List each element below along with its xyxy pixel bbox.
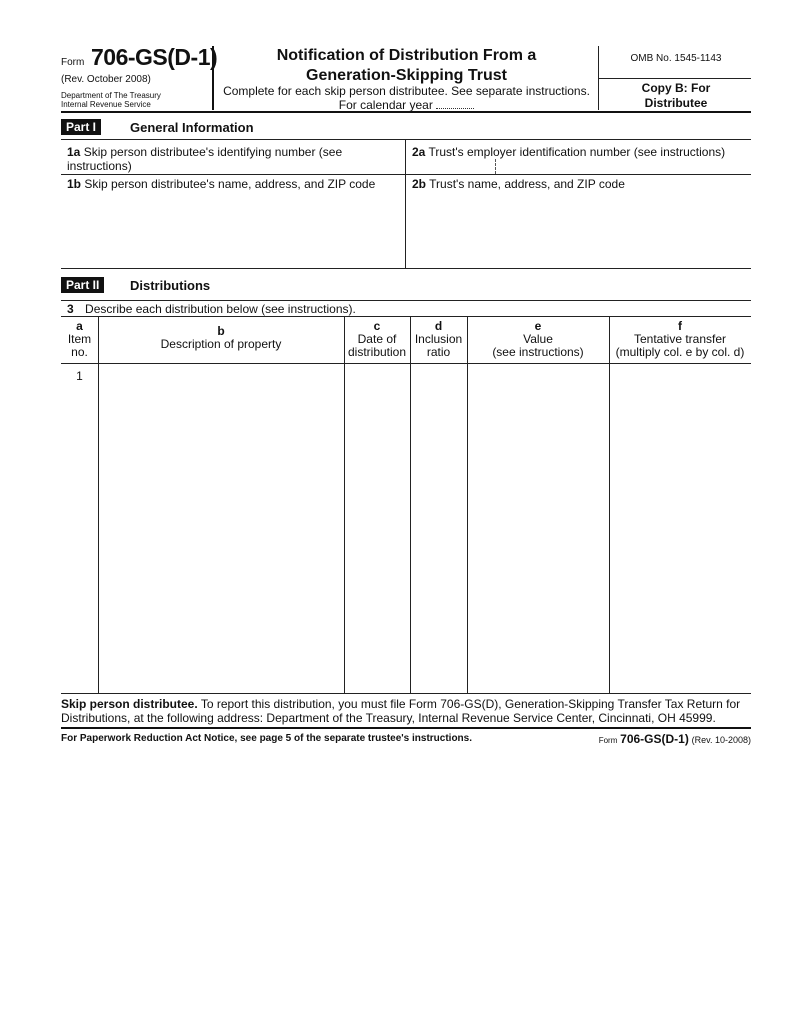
- column-f-letter: f: [678, 319, 682, 333]
- part2-title: Distributions: [130, 278, 211, 293]
- column-f-header: [609, 320, 751, 359]
- paperwork-notice: For Paperwork Reduction Act Notice, see page 5 of the separate trustee's instructions.: [61, 733, 473, 744]
- department-line1: Department of The Treasury: [61, 91, 161, 100]
- title-line1: Notification of Distribution From a: [276, 47, 537, 64]
- part1-label: Part I: [61, 119, 101, 135]
- column-d-letter: d: [434, 319, 443, 333]
- column-d-header: [410, 320, 467, 359]
- column-e-letter: e: [534, 319, 542, 333]
- field-1b[interactable]: [67, 177, 403, 191]
- ein-separator: [495, 159, 496, 174]
- column-c-header: [344, 320, 410, 359]
- omb-number: OMB No. 1545-1143: [630, 53, 722, 64]
- column-b-label1: Description of property: [160, 337, 282, 351]
- footer-form-id: [599, 732, 751, 746]
- part2-label: Part II: [61, 277, 104, 293]
- form-title: [215, 46, 598, 86]
- calendar-year-field[interactable]: [436, 100, 474, 109]
- column-c-letter: c: [373, 319, 381, 333]
- column-a-header: [61, 320, 98, 359]
- column-e-header: [467, 320, 609, 359]
- calendar-year-line: [215, 98, 598, 112]
- column-e-label2: (see instructions): [492, 345, 584, 359]
- copy-line2: Distributee: [644, 96, 708, 110]
- footer-form-number: 706-GS(D-1): [620, 732, 689, 746]
- description-cell[interactable]: [99, 364, 344, 693]
- notice-line2: Distributions, at the following address: Department of the Treasury, Internal Revenue Service Center, Cincinnati, OH 45999.: [61, 711, 716, 725]
- column-d-label2: ratio: [426, 345, 451, 359]
- field-1b-number: 1b: [67, 177, 82, 191]
- column-a-letter: a: [76, 319, 83, 333]
- item-number-1: 1: [76, 369, 83, 383]
- line-3-number: 3: [67, 302, 74, 316]
- field-2b-number: 2b: [412, 177, 427, 191]
- date-cell[interactable]: [345, 364, 410, 693]
- tentative-transfer-cell[interactable]: [610, 364, 751, 693]
- line-3: [67, 302, 356, 316]
- copy-line1: Copy B: For: [641, 81, 711, 95]
- column-c-label2: distribution: [347, 345, 407, 359]
- instruction-text: Complete for each skip person distributee. See separate instructions.: [223, 84, 590, 98]
- field-1a-label: Skip person distributee's identifying number (see instructions): [67, 145, 343, 173]
- column-b-letter: b: [217, 324, 225, 338]
- department-line2: Internal Revenue Service: [61, 100, 151, 109]
- field-2b[interactable]: [412, 177, 750, 191]
- value-cell[interactable]: [468, 364, 609, 693]
- form-number: 706-GS(D-1): [91, 44, 218, 70]
- column-f-label1: Tentative transfer: [633, 332, 727, 346]
- field-1b-label: Skip person distributee's name, address, and ZIP code: [84, 177, 376, 191]
- title-line2: Generation-Skipping Trust: [306, 67, 507, 84]
- form-word: Form: [61, 57, 85, 68]
- column-b-header: [98, 325, 344, 351]
- column-e-label1: Value: [523, 332, 553, 346]
- notice-line1: To report this distribution, you must file Form 706-GS(D), Generation-Skipping Transfer Tax Return for: [200, 697, 741, 711]
- distributee-notice: [61, 697, 753, 725]
- column-f-label2: (multiply col. e by col. d): [615, 345, 745, 359]
- field-1a-number: 1a: [67, 145, 81, 159]
- field-2a-label: Trust's employer identification number (see instructions): [428, 145, 726, 159]
- form-revision: (Rev. October 2008): [61, 74, 151, 85]
- inclusion-ratio-cell[interactable]: [411, 364, 467, 693]
- field-2a-number: 2a: [412, 145, 426, 159]
- line-3-text: Describe each distribution below (see instructions).: [85, 302, 356, 316]
- copy-label: [600, 81, 752, 111]
- calendar-year-label: For calendar year: [338, 98, 433, 112]
- field-2a[interactable]: [412, 145, 750, 159]
- footer-form-word: Form: [598, 736, 618, 745]
- column-c-label1: Date of: [357, 332, 397, 346]
- column-a-label1: Item: [67, 332, 92, 346]
- column-a-label2: no.: [71, 345, 88, 359]
- field-2b-label: Trust's name, address, and ZIP code: [429, 177, 625, 191]
- field-1a[interactable]: [67, 145, 403, 173]
- notice-bold: Skip person distributee.: [61, 697, 198, 711]
- footer-revision: (Rev. 10-2008): [691, 735, 751, 745]
- column-d-label1: Inclusion: [414, 332, 463, 346]
- part1-title: General Information: [130, 120, 254, 135]
